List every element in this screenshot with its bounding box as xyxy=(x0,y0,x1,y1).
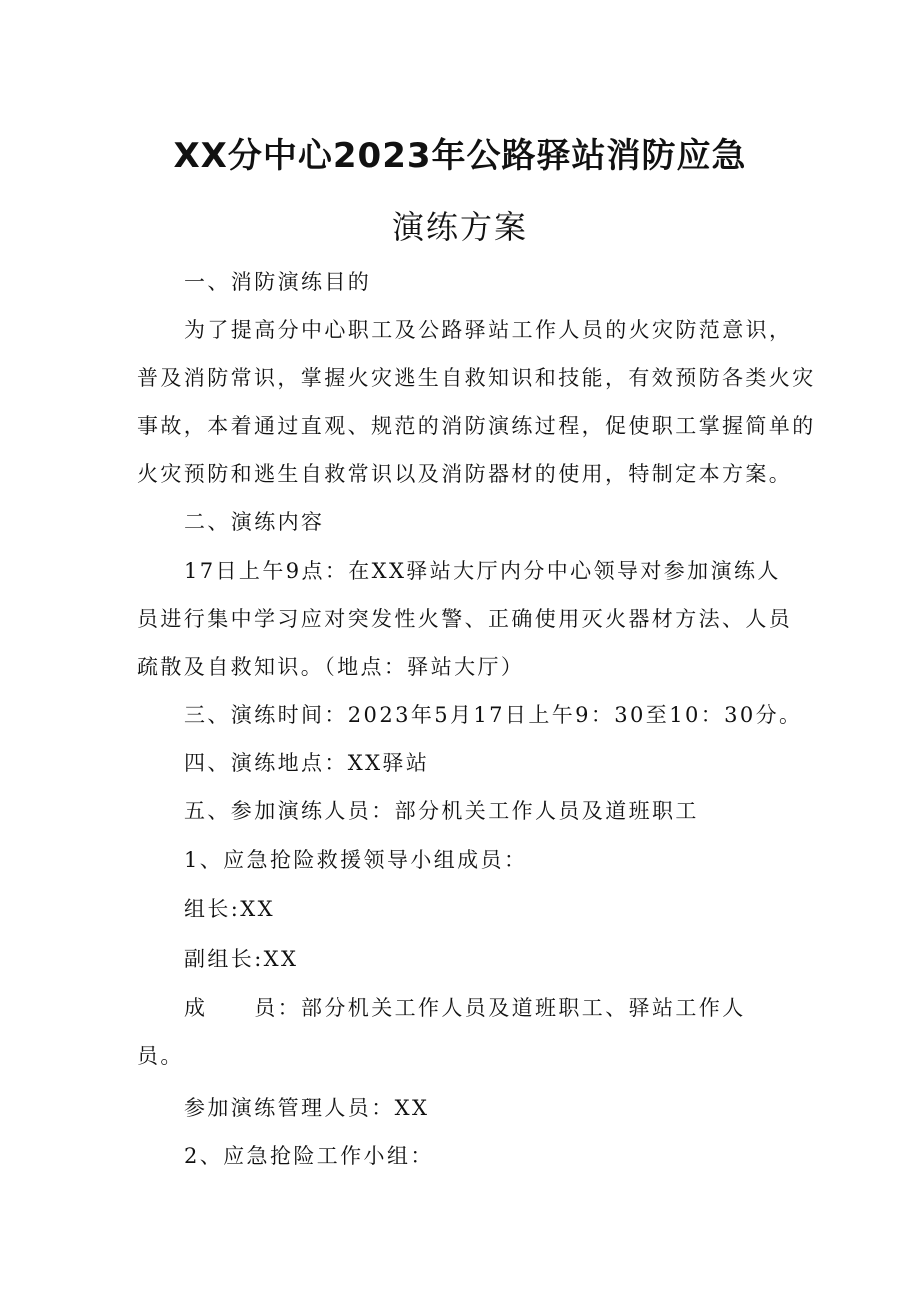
document-title-line-1: XX分中心2023年公路驿站消防应急 xyxy=(173,136,747,176)
section-heading-time: 三、演练时间：2023年5月17日上午9：30至10：30分。 xyxy=(184,703,803,727)
document-title-line-2: 演练方案 xyxy=(391,208,528,246)
paragraph-line: 员进行集中学习应对突发性火警、正确使用灭火器材方法、人员 xyxy=(137,607,793,631)
paragraph-line: 事故，本着通过直观、规范的消防演练过程，促使职工掌握简单的 xyxy=(137,414,816,438)
paragraph-line: 17日上午9点：在XX驿站大厅内分中心领导对参加演练人 xyxy=(184,559,781,583)
paragraph-line: 普及消防常识，掌握火灾逃生自救知识和技能，有效预防各类火灾 xyxy=(137,366,816,390)
paragraph-line: 为了提高分中心职工及公路驿站工作人员的火灾防范意识， xyxy=(184,318,793,342)
list-item: 2、应急抢险工作小组： xyxy=(184,1144,434,1168)
paragraph-line: 火灾预防和逃生自救常识以及消防器材的使用，特制定本方案。 xyxy=(137,462,793,486)
list-item: 成 员：部分机关工作人员及道班职工、驿站工作人 xyxy=(184,996,746,1020)
list-item: 1、应急抢险救援领导小组成员： xyxy=(184,848,528,872)
list-item: 组长:XX xyxy=(184,897,275,921)
paragraph-line: 疏散及自救知识。（地点：驿站大厅） xyxy=(137,655,525,679)
section-heading-content: 二、演练内容 xyxy=(184,510,325,534)
section-heading-participants: 五、参加演练人员：部分机关工作人员及道班职工 xyxy=(184,799,699,823)
section-heading-purpose: 一、消防演练目的 xyxy=(184,270,372,294)
list-item: 参加演练管理人员：XX xyxy=(184,1096,430,1120)
section-heading-location: 四、演练地点：XX驿站 xyxy=(184,751,430,775)
list-item: 副组长:XX xyxy=(184,947,299,971)
list-item-continuation: 员。 xyxy=(137,1044,184,1068)
